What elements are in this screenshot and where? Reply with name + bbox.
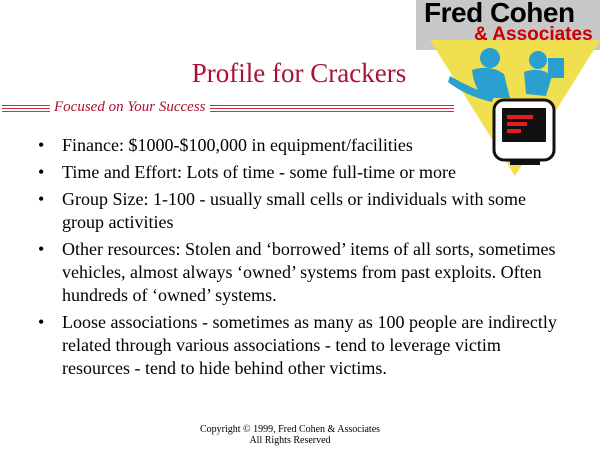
- list-item-text: Finance: $1000-$100,000 in equipment/facilities: [62, 135, 413, 155]
- bullet-icon: •: [38, 312, 45, 332]
- tagline: Focused on Your Success: [50, 99, 210, 116]
- list-item: [38, 311, 558, 380]
- list-item: [38, 238, 558, 307]
- bullet-icon: •: [38, 162, 45, 182]
- page-title: Profile for Crackers: [191, 58, 407, 88]
- list-item: [38, 134, 558, 157]
- list-item: [38, 188, 558, 234]
- list-item-text: Loose associations - sometimes as many as 100 people are indirectly related through various associations - tend to leverage victim resources - tend to hide behind other victims.: [62, 312, 557, 378]
- rights-line: All Rights Reserved: [249, 435, 331, 446]
- bullet-list: [38, 134, 558, 384]
- bullet-icon: •: [38, 135, 45, 155]
- bullet-icon: •: [38, 239, 45, 259]
- list-item-text: Group Size: 1-100 - usually small cells or individuals with some group activities: [62, 189, 526, 232]
- bullet-icon: •: [38, 189, 45, 209]
- copyright-line: Copyright © 1999, Fred Cohen & Associates: [199, 424, 381, 435]
- logo-title: Fred Cohen: [424, 0, 575, 28]
- list-item: [38, 161, 558, 184]
- copyright-footer: [190, 424, 390, 446]
- list-item-text: Other resources: Stolen and ‘borrowed’ items of all sorts, sometimes vehicles, almost always ‘owned’ systems from past exploits. Often hundreds of ‘owned’ systems.: [62, 239, 556, 305]
- logo-subtitle: & Associates: [474, 24, 593, 40]
- list-item-text: Time and Effort: Lots of time - some full-time or more: [62, 162, 456, 182]
